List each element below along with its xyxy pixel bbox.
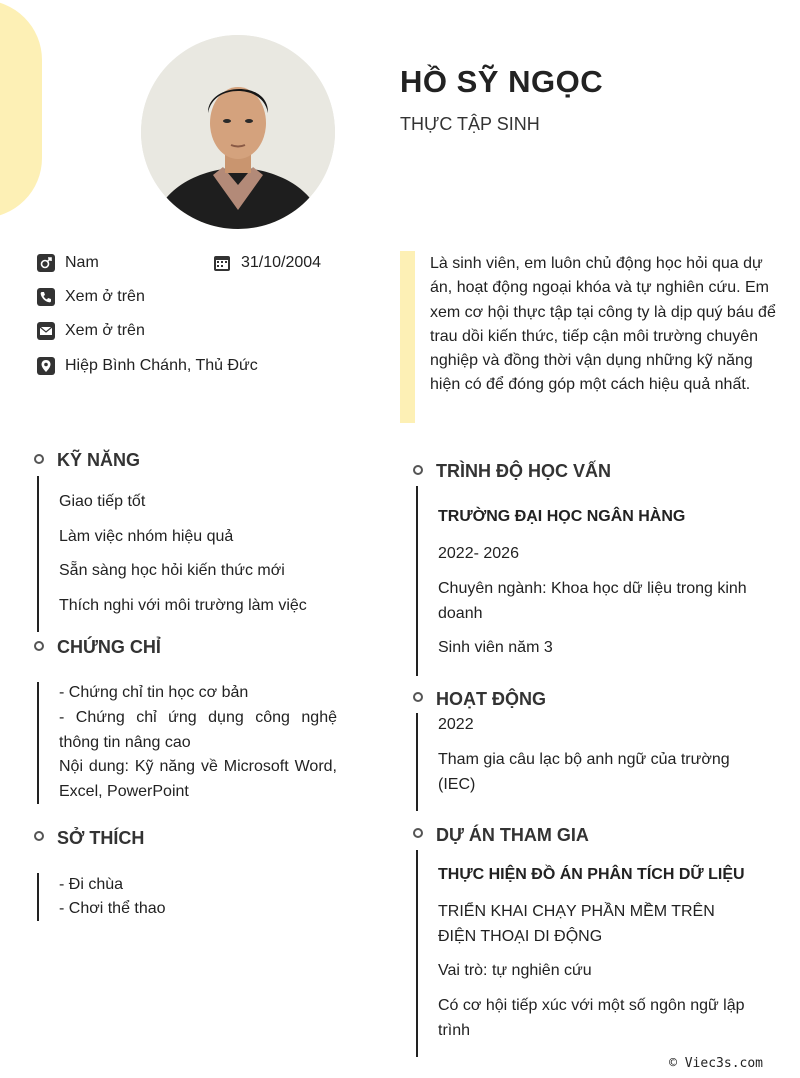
decorative-shape <box>0 0 42 218</box>
projects-title: DỰ ÁN THAM GIA <box>436 825 589 845</box>
summary-accent-bar <box>400 251 415 423</box>
education-line <box>416 486 418 676</box>
activities-title: HOẠT ĐỘNG <box>436 689 546 709</box>
skills-title: KỸ NĂNG <box>57 450 141 470</box>
project-name: THỰC HIỆN ĐỒ ÁN PHÂN TÍCH DỮ LIỆU <box>438 866 745 883</box>
location-pin-icon <box>37 357 55 375</box>
project-role: Vai trò: tự nghiên cứu <box>438 962 592 979</box>
section-dot <box>413 465 423 475</box>
projects-line <box>416 850 418 1057</box>
activity-desc: Tham gia câu lạc bộ anh ngữ của trường (IEC) <box>438 751 730 793</box>
phone-text: Xem ở trên <box>65 288 145 305</box>
section-dot <box>34 454 44 464</box>
birthday-row <box>213 254 321 272</box>
school-name: TRƯỜNG ĐẠI HỌC NGÂN HÀNG <box>438 508 686 525</box>
gender-icon <box>37 254 55 272</box>
education-title: TRÌNH ĐỘ HỌC VẤN <box>436 461 611 481</box>
section-dot <box>34 831 44 841</box>
job-title: THỰC TẬP SINH <box>400 114 540 134</box>
hobbies-line <box>37 873 39 921</box>
profile-photo <box>141 35 335 229</box>
section-dot <box>413 692 423 702</box>
calendar-icon <box>213 254 231 272</box>
certificate-item: - Chứng chỉ tin học cơ bản <box>59 684 249 701</box>
hobby-item: - Chơi thể thao <box>59 900 166 917</box>
certificate-item: Nội dung: Kỹ năng về Microsoft Word, Excel, PowerPoint <box>59 758 337 800</box>
activities-line <box>416 713 418 811</box>
skill-item: Làm việc nhóm hiệu quả <box>59 528 234 545</box>
study-period: 2022- 2026 <box>438 545 519 562</box>
career-summary: Là sinh viên, em luôn chủ động học hỏi qua dự án, hoạt động ngoại khóa và tự nghiên cứu. Em xem cơ hội thực tập tại công ty là dịp quý báu để trau dồi kiến thức, tiếp cận môi trường chuyên nghiệp và đồng thời vận dụng những kỹ năng hiện có để đóng góp một cách hiệu quả nhất. <box>430 255 776 394</box>
email-row <box>37 322 145 340</box>
skills-line <box>37 476 39 632</box>
section-dot <box>413 828 423 838</box>
address-text: Hiệp Bình Chánh, Thủ Đức <box>65 357 258 374</box>
study-year: Sinh viên năm 3 <box>438 639 553 656</box>
hobby-item: - Đi chùa <box>59 876 124 893</box>
phone-icon <box>37 288 55 306</box>
project-desc: TRIỂN KHAI CHẠY PHẦN MỀM TRÊN ĐIỆN THOẠI DI ĐỘNG <box>438 903 715 945</box>
project-outcome: Có cơ hội tiếp xúc với một số ngôn ngữ lập trình <box>438 997 745 1039</box>
skill-item: Thích nghi với môi trường làm việc <box>59 597 307 614</box>
hobbies-title: SỞ THÍCH <box>57 828 145 848</box>
email-icon <box>37 322 55 340</box>
footer-watermark: © Viec3s.com <box>669 1056 763 1071</box>
gender-text: Nam <box>65 254 99 271</box>
major: Chuyên ngành: Khoa học dữ liệu trong kinh doanh <box>438 580 747 622</box>
address-row <box>37 357 258 375</box>
email-text: Xem ở trên <box>65 322 145 339</box>
certificates-line <box>37 682 39 804</box>
gender-row <box>37 254 99 272</box>
activity-year: 2022 <box>438 716 474 733</box>
birthday-text: 31/10/2004 <box>241 254 322 271</box>
phone-row <box>37 288 145 306</box>
certificates-title: CHỨNG CHỈ <box>57 637 161 657</box>
candidate-name: HỒ SỸ NGỌC <box>400 64 604 99</box>
certificate-item: - Chứng chỉ ứng dụng công nghệ thông tin nâng cao <box>59 709 337 751</box>
skill-item: Sẵn sàng học hỏi kiến thức mới <box>59 562 285 579</box>
skill-item: Giao tiếp tốt <box>59 493 146 510</box>
section-dot <box>34 641 44 651</box>
